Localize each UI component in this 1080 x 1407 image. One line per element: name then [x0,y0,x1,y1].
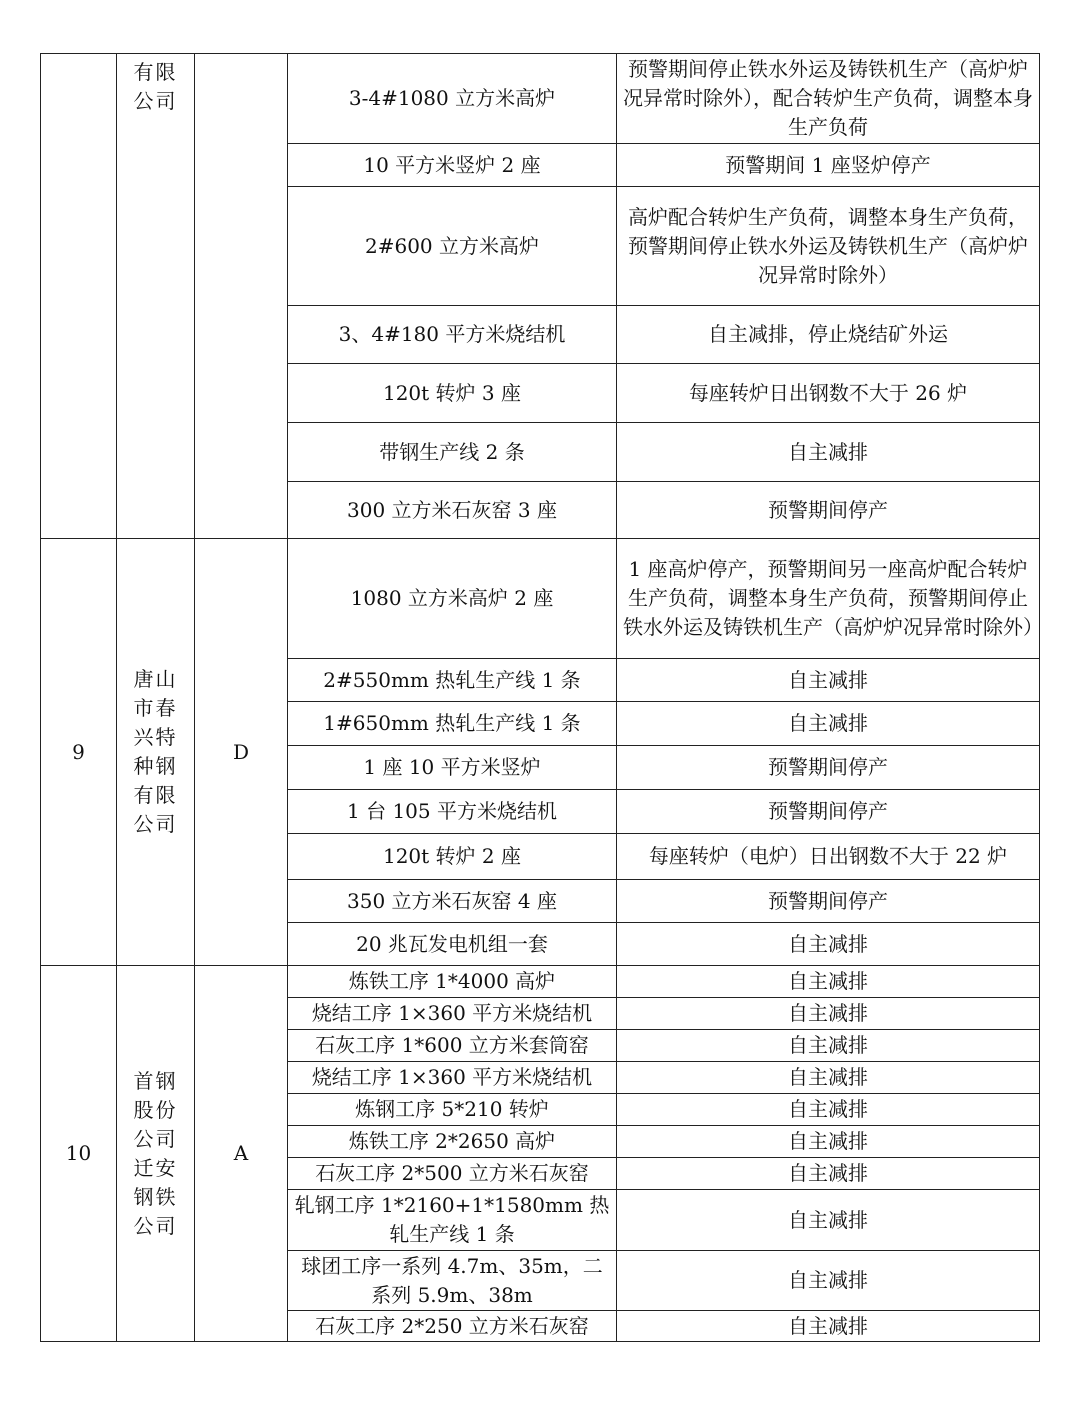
measure-cell: 预警期间停产 [617,880,1040,923]
table-row [41,54,1040,144]
equipment-cell: 炼铁工序 1*4000 高炉 [288,966,617,998]
measure-cell: 预警期间停产 [617,482,1040,539]
equipment-cell: 3、4#180 平方米烧结机 [288,306,617,364]
measure-cell: 自主减排 [617,1158,1040,1190]
row-number-cell: 10 [41,966,117,1342]
measure-cell: 自主减排 [617,998,1040,1030]
equipment-cell: 120t 转炉 2 座 [288,834,617,880]
measure-cell: 自主减排 [617,1094,1040,1126]
measure-cell: 自主减排 [617,1062,1040,1094]
equipment-cell: 350 立方米石灰窑 4 座 [288,880,617,923]
measure-cell: 自主减排 [617,1030,1040,1062]
emission-reduction-table [40,53,1043,1342]
measure-cell: 自主减排 [617,923,1040,966]
row-number-cell: 9 [41,539,117,966]
equipment-cell: 2#600 立方米高炉 [288,187,617,306]
measure-cell: 每座转炉日出钢数不大于 26 炉 [617,364,1040,423]
equipment-cell: 炼钢工序 5*210 转炉 [288,1094,617,1126]
equipment-cell: 石灰工序 2*500 立方米石灰窑 [288,1158,617,1190]
company-name-cell: 首钢股份公司迁安钢铁公司 [117,966,195,1342]
measure-cell: 自主减排 [617,1126,1040,1158]
measure-cell: 自主减排 [617,1251,1040,1311]
equipment-cell: 10 平方米竖炉 2 座 [288,144,617,187]
equipment-cell: 20 兆瓦发电机组一套 [288,923,617,966]
measure-cell: 每座转炉（电炉）日出钢数不大于 22 炉 [617,834,1040,880]
equipment-cell: 3-4#1080 立方米高炉 [288,54,617,144]
measure-cell: 自主减排 [617,1190,1040,1251]
equipment-cell: 120t 转炉 3 座 [288,364,617,423]
measure-cell: 预警期间停产 [617,790,1040,834]
equipment-cell: 带钢生产线 2 条 [288,423,617,482]
measure-cell: 预警期间 1 座竖炉停产 [617,144,1040,187]
grade-cell: D [195,539,288,966]
measure-cell: 自主减排 [617,966,1040,998]
measure-cell: 自主减排 [617,702,1040,746]
equipment-cell: 轧钢工序 1*2160+1*1580mm 热轧生产线 1 条 [288,1190,617,1251]
measure-cell: 自主减排 [617,1311,1040,1342]
equipment-cell: 球团工序一系列 4.7m、35m，二系列 5.9m、38m [288,1251,617,1311]
grade-cell: A [195,966,288,1342]
table-row [41,539,1040,659]
row-number-cell [41,54,117,539]
measure-cell: 自主减排 [617,423,1040,482]
grade-cell [195,54,288,539]
equipment-cell: 石灰工序 2*250 立方米石灰窑 [288,1311,617,1342]
measure-cell: 预警期间停产 [617,746,1040,790]
measure-cell: 高炉配合转炉生产负荷，调整本身生产负荷，预警期间停止铁水外运及铸铁机生产（高炉炉况异常时除外） [617,187,1040,306]
equipment-cell: 烧结工序 1×360 平方米烧结机 [288,1062,617,1094]
equipment-cell: 1 台 105 平方米烧结机 [288,790,617,834]
equipment-cell: 炼铁工序 2*2650 高炉 [288,1126,617,1158]
measure-cell: 1 座高炉停产，预警期间另一座高炉配合转炉生产负荷，调整本身生产负荷，预警期间停止铁水外运及铸铁机生产（高炉炉况异常时除外） [617,539,1040,659]
equipment-cell: 2#550mm 热轧生产线 1 条 [288,659,617,702]
table-row [41,966,1040,998]
company-name-cell: 有限公司 [117,54,195,539]
measure-cell: 自主减排，停止烧结矿外运 [617,306,1040,364]
equipment-cell: 1 座 10 平方米竖炉 [288,746,617,790]
equipment-cell: 1#650mm 热轧生产线 1 条 [288,702,617,746]
equipment-cell: 300 立方米石灰窑 3 座 [288,482,617,539]
equipment-cell: 石灰工序 1*600 立方米套筒窑 [288,1030,617,1062]
equipment-cell: 烧结工序 1×360 平方米烧结机 [288,998,617,1030]
measure-cell: 自主减排 [617,659,1040,702]
measure-cell: 预警期间停止铁水外运及铸铁机生产（高炉炉况异常时除外），配合转炉生产负荷，调整本身生产负荷 [617,54,1040,144]
company-name-cell: 唐山市春兴特种钢有限公司 [117,539,195,966]
equipment-cell: 1080 立方米高炉 2 座 [288,539,617,659]
